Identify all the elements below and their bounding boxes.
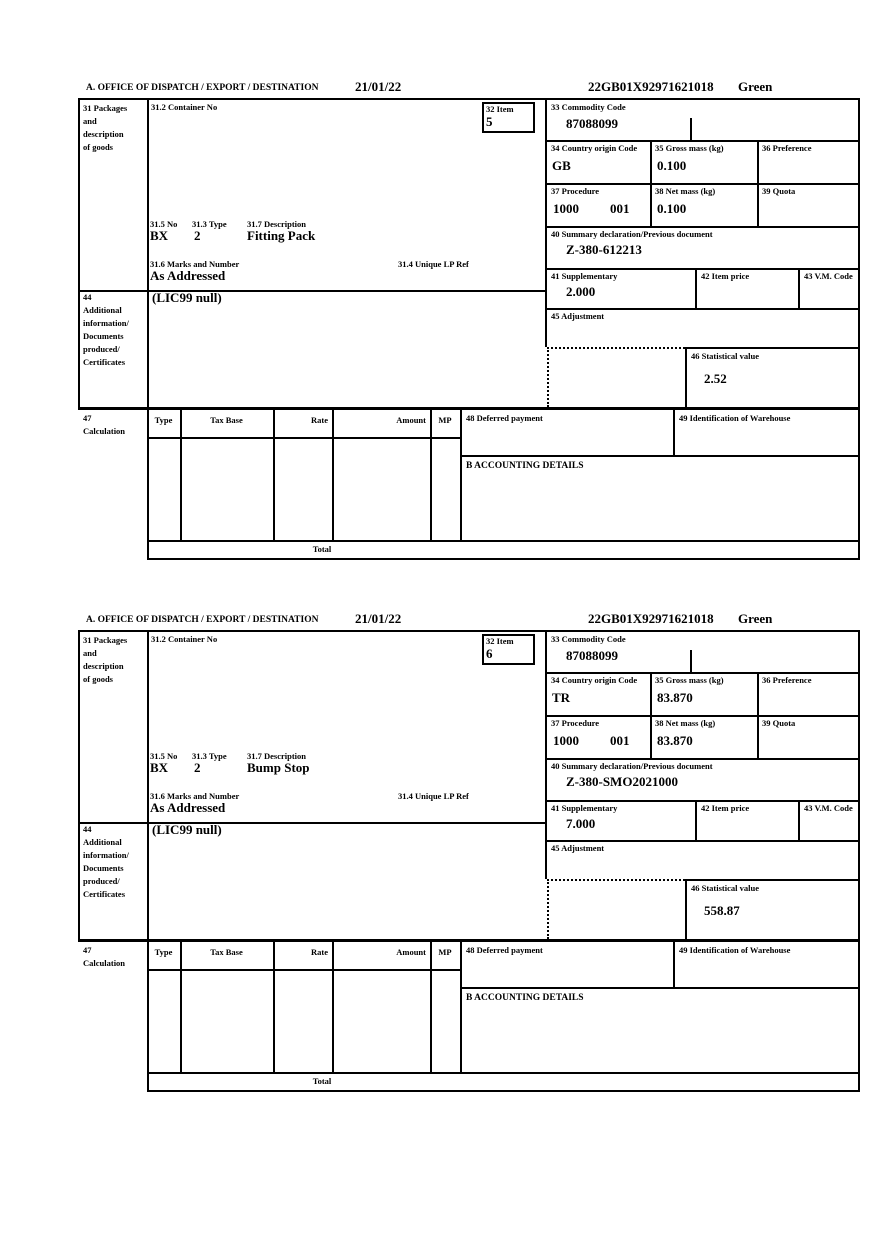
package-type-label: 31.3 Type xyxy=(192,219,227,229)
supplementary-units: 2.000 xyxy=(566,284,596,299)
container-no-label: 31.2 Container No xyxy=(151,102,218,112)
border xyxy=(78,630,860,632)
unique-lp-ref-label: 31.4 Unique LP Ref xyxy=(398,791,469,801)
box47-label: Calculation xyxy=(83,426,126,436)
border xyxy=(273,940,275,1072)
border xyxy=(147,1090,860,1092)
border xyxy=(673,940,675,987)
commodity-code-label: 33 Commodity Code xyxy=(551,634,626,644)
border xyxy=(332,940,334,1072)
tax-base-header: Tax Base xyxy=(210,947,243,957)
deferred-payment-label: 48 Deferred payment xyxy=(466,413,543,423)
border xyxy=(273,408,275,540)
box47-label: 47 xyxy=(83,945,92,955)
warehouse-id-label: 49 Identification of Warehouse xyxy=(679,945,791,955)
border xyxy=(147,630,149,1092)
border xyxy=(545,268,860,270)
dotted-border xyxy=(547,347,549,407)
border xyxy=(430,940,432,1072)
box31-label: 31 Packages xyxy=(83,635,128,645)
adjustment-label: 45 Adjustment xyxy=(551,843,605,853)
quota-label: 39 Quota xyxy=(762,718,796,728)
total-label: Total xyxy=(312,544,332,554)
border xyxy=(180,940,182,1072)
box44-label: Additional xyxy=(83,837,122,847)
border xyxy=(147,437,462,439)
routing-status: Green xyxy=(738,611,773,626)
mrn-value: 22GB01X92971621018 xyxy=(588,611,714,626)
box44-label: produced/ xyxy=(83,344,120,354)
box44-label: 44 xyxy=(83,824,92,834)
accounting-details-label: B ACCOUNTING DETAILS xyxy=(466,993,584,1003)
border xyxy=(695,268,697,308)
box31-label: description xyxy=(83,129,124,139)
border xyxy=(460,408,462,540)
item-number: 6 xyxy=(486,646,493,661)
routing-status: Green xyxy=(738,79,773,94)
border xyxy=(147,969,462,971)
statistical-value: 558.87 xyxy=(704,903,740,918)
procedure-code: 1000 xyxy=(553,733,579,748)
border xyxy=(798,268,800,308)
border xyxy=(757,672,759,758)
box44-label: information/ xyxy=(83,850,129,860)
commodity-code: 87088099 xyxy=(566,116,618,131)
border xyxy=(180,408,182,540)
statistical-value: 2.52 xyxy=(704,371,727,386)
box47-label: Calculation xyxy=(83,958,126,968)
goods-description: Fitting Pack xyxy=(247,228,316,243)
net-mass-label: 38 Net mass (kg) xyxy=(655,718,716,728)
additional-information: (LIC99 null) xyxy=(152,290,222,305)
border xyxy=(858,98,860,560)
procedure-code-2: 001 xyxy=(610,733,630,748)
marks-and-number: As Addressed xyxy=(150,800,226,815)
commodity-code-label: 33 Commodity Code xyxy=(551,102,626,112)
border xyxy=(332,408,334,540)
statistical-value-label: 46 Statistical value xyxy=(691,883,759,893)
tax-type-header: Type xyxy=(154,947,173,957)
procedure-code: 1000 xyxy=(553,201,579,216)
net-mass-label: 38 Net mass (kg) xyxy=(655,186,716,196)
tax-base-header: Tax Base xyxy=(210,415,243,425)
country-origin-label: 34 Country origin Code xyxy=(551,675,638,685)
border xyxy=(858,630,860,1092)
gross-mass: 83.870 xyxy=(657,690,693,705)
border xyxy=(545,98,547,347)
tax-rate-header: Rate xyxy=(311,415,328,425)
preference-label: 36 Preference xyxy=(762,675,812,685)
supplementary-label: 41 Supplementary xyxy=(551,271,618,281)
border xyxy=(545,630,547,879)
border xyxy=(650,140,652,226)
border xyxy=(545,226,860,228)
package-type-label: 31.3 Type xyxy=(192,751,227,761)
vm-code-label: 43 V.M. Code xyxy=(804,803,853,813)
procedure-label: 37 Procedure xyxy=(551,718,600,728)
box44-label: information/ xyxy=(83,318,129,328)
dotted-border xyxy=(547,879,685,881)
tax-mp-header: MP xyxy=(438,947,452,957)
border xyxy=(650,672,652,758)
total-label: Total xyxy=(312,1076,332,1086)
supplementary-label: 41 Supplementary xyxy=(551,803,618,813)
box31-label: of goods xyxy=(83,142,113,152)
gross-mass: 0.100 xyxy=(657,158,687,173)
border xyxy=(78,98,860,100)
box44-label: Certificates xyxy=(83,889,126,899)
summary-declaration-label: 40 Summary declaration/Previous document xyxy=(551,229,713,239)
tax-type-header: Type xyxy=(154,415,173,425)
package-no-label: 31.5 No xyxy=(150,219,178,229)
summary-declaration-label: 40 Summary declaration/Previous document xyxy=(551,761,713,771)
border xyxy=(695,800,697,840)
border xyxy=(545,840,860,842)
country-origin-label: 34 Country origin Code xyxy=(551,143,638,153)
goods-description: Bump Stop xyxy=(247,760,310,775)
package-no: BX xyxy=(150,228,169,243)
declaration-date: 21/01/22 xyxy=(355,611,402,626)
description-label: 31.7 Description xyxy=(247,219,307,229)
box44-label: Documents xyxy=(83,863,124,873)
supplementary-units: 7.000 xyxy=(566,816,596,831)
border xyxy=(545,308,860,310)
unique-lp-ref-label: 31.4 Unique LP Ref xyxy=(398,259,469,269)
box31-label: description xyxy=(83,661,124,671)
item-price-label: 42 Item price xyxy=(701,271,750,281)
box44-label: Certificates xyxy=(83,357,126,367)
item-number: 5 xyxy=(486,114,493,129)
previous-document: Z-380-612213 xyxy=(566,242,642,257)
border xyxy=(798,800,800,840)
package-no: BX xyxy=(150,760,169,775)
border xyxy=(78,407,860,410)
border xyxy=(545,800,860,802)
commodity-code-divider xyxy=(690,650,692,672)
country-origin: GB xyxy=(552,158,571,173)
border xyxy=(757,140,759,226)
border xyxy=(685,879,860,881)
item-number-label: 32 Item xyxy=(486,636,514,646)
vm-code-label: 43 V.M. Code xyxy=(804,271,853,281)
border xyxy=(147,1072,860,1074)
box44-label: produced/ xyxy=(83,876,120,886)
tax-amount-header: Amount xyxy=(396,415,426,425)
gross-mass-label: 35 Gross mass (kg) xyxy=(655,675,724,685)
net-mass: 83.870 xyxy=(657,733,693,748)
gross-mass-label: 35 Gross mass (kg) xyxy=(655,143,724,153)
statistical-value-label: 46 Statistical value xyxy=(691,351,759,361)
additional-information: (LIC99 null) xyxy=(152,822,222,837)
border xyxy=(147,540,860,542)
item-block-1 xyxy=(78,79,862,562)
border xyxy=(460,940,462,1072)
container-no-label: 31.2 Container No xyxy=(151,634,218,644)
border xyxy=(545,672,860,674)
border xyxy=(78,98,80,409)
procedure-label: 37 Procedure xyxy=(551,186,600,196)
preference-label: 36 Preference xyxy=(762,143,812,153)
commodity-code-divider xyxy=(690,118,692,140)
item-number-label: 32 Item xyxy=(486,104,514,114)
office-of-dispatch-label: A. OFFICE OF DISPATCH / EXPORT / DESTINATION xyxy=(86,83,319,93)
border xyxy=(545,183,860,185)
declaration-date: 21/01/22 xyxy=(355,79,402,94)
box44-label: 44 xyxy=(83,292,92,302)
marks-and-number: As Addressed xyxy=(150,268,226,283)
border xyxy=(545,140,860,142)
office-of-dispatch-label: A. OFFICE OF DISPATCH / EXPORT / DESTINATION xyxy=(86,615,319,625)
border xyxy=(430,408,432,540)
border xyxy=(78,630,80,941)
warehouse-id-label: 49 Identification of Warehouse xyxy=(679,413,791,423)
tax-mp-header: MP xyxy=(438,415,452,425)
border xyxy=(460,987,860,989)
border xyxy=(147,98,149,560)
dotted-border xyxy=(547,879,549,939)
quota-label: 39 Quota xyxy=(762,186,796,196)
deferred-payment-label: 48 Deferred payment xyxy=(466,945,543,955)
dotted-border xyxy=(547,347,685,349)
box31-label: and xyxy=(83,116,97,126)
border xyxy=(147,558,860,560)
item-price-label: 42 Item price xyxy=(701,803,750,813)
package-type: 2 xyxy=(194,760,201,775)
border xyxy=(685,347,687,407)
border xyxy=(545,758,860,760)
mrn-value: 22GB01X92971621018 xyxy=(588,79,714,94)
border xyxy=(685,879,687,939)
box44-label: Additional xyxy=(83,305,122,315)
border xyxy=(460,455,860,457)
net-mass: 0.100 xyxy=(657,201,687,216)
commodity-code: 87088099 xyxy=(566,648,618,663)
box47-label: 47 xyxy=(83,413,92,423)
accounting-details-label: B ACCOUNTING DETAILS xyxy=(466,461,584,471)
tax-amount-header: Amount xyxy=(396,947,426,957)
tax-rate-header: Rate xyxy=(311,947,328,957)
border xyxy=(673,408,675,455)
description-label: 31.7 Description xyxy=(247,751,307,761)
previous-document: Z-380-SMO2021000 xyxy=(566,774,678,789)
adjustment-label: 45 Adjustment xyxy=(551,311,605,321)
border xyxy=(685,347,860,349)
package-type: 2 xyxy=(194,228,201,243)
box44-label: Documents xyxy=(83,331,124,341)
border xyxy=(545,715,860,717)
box31-label: 31 Packages xyxy=(83,103,128,113)
package-no-label: 31.5 No xyxy=(150,751,178,761)
border xyxy=(78,939,860,942)
country-origin: TR xyxy=(552,690,571,705)
procedure-code-2: 001 xyxy=(610,201,630,216)
marks-number-label: 31.6 Marks and Number xyxy=(150,259,240,269)
box31-label: of goods xyxy=(83,674,113,684)
item-block-2 xyxy=(78,611,862,1094)
box31-label: and xyxy=(83,648,97,658)
marks-number-label: 31.6 Marks and Number xyxy=(150,791,240,801)
